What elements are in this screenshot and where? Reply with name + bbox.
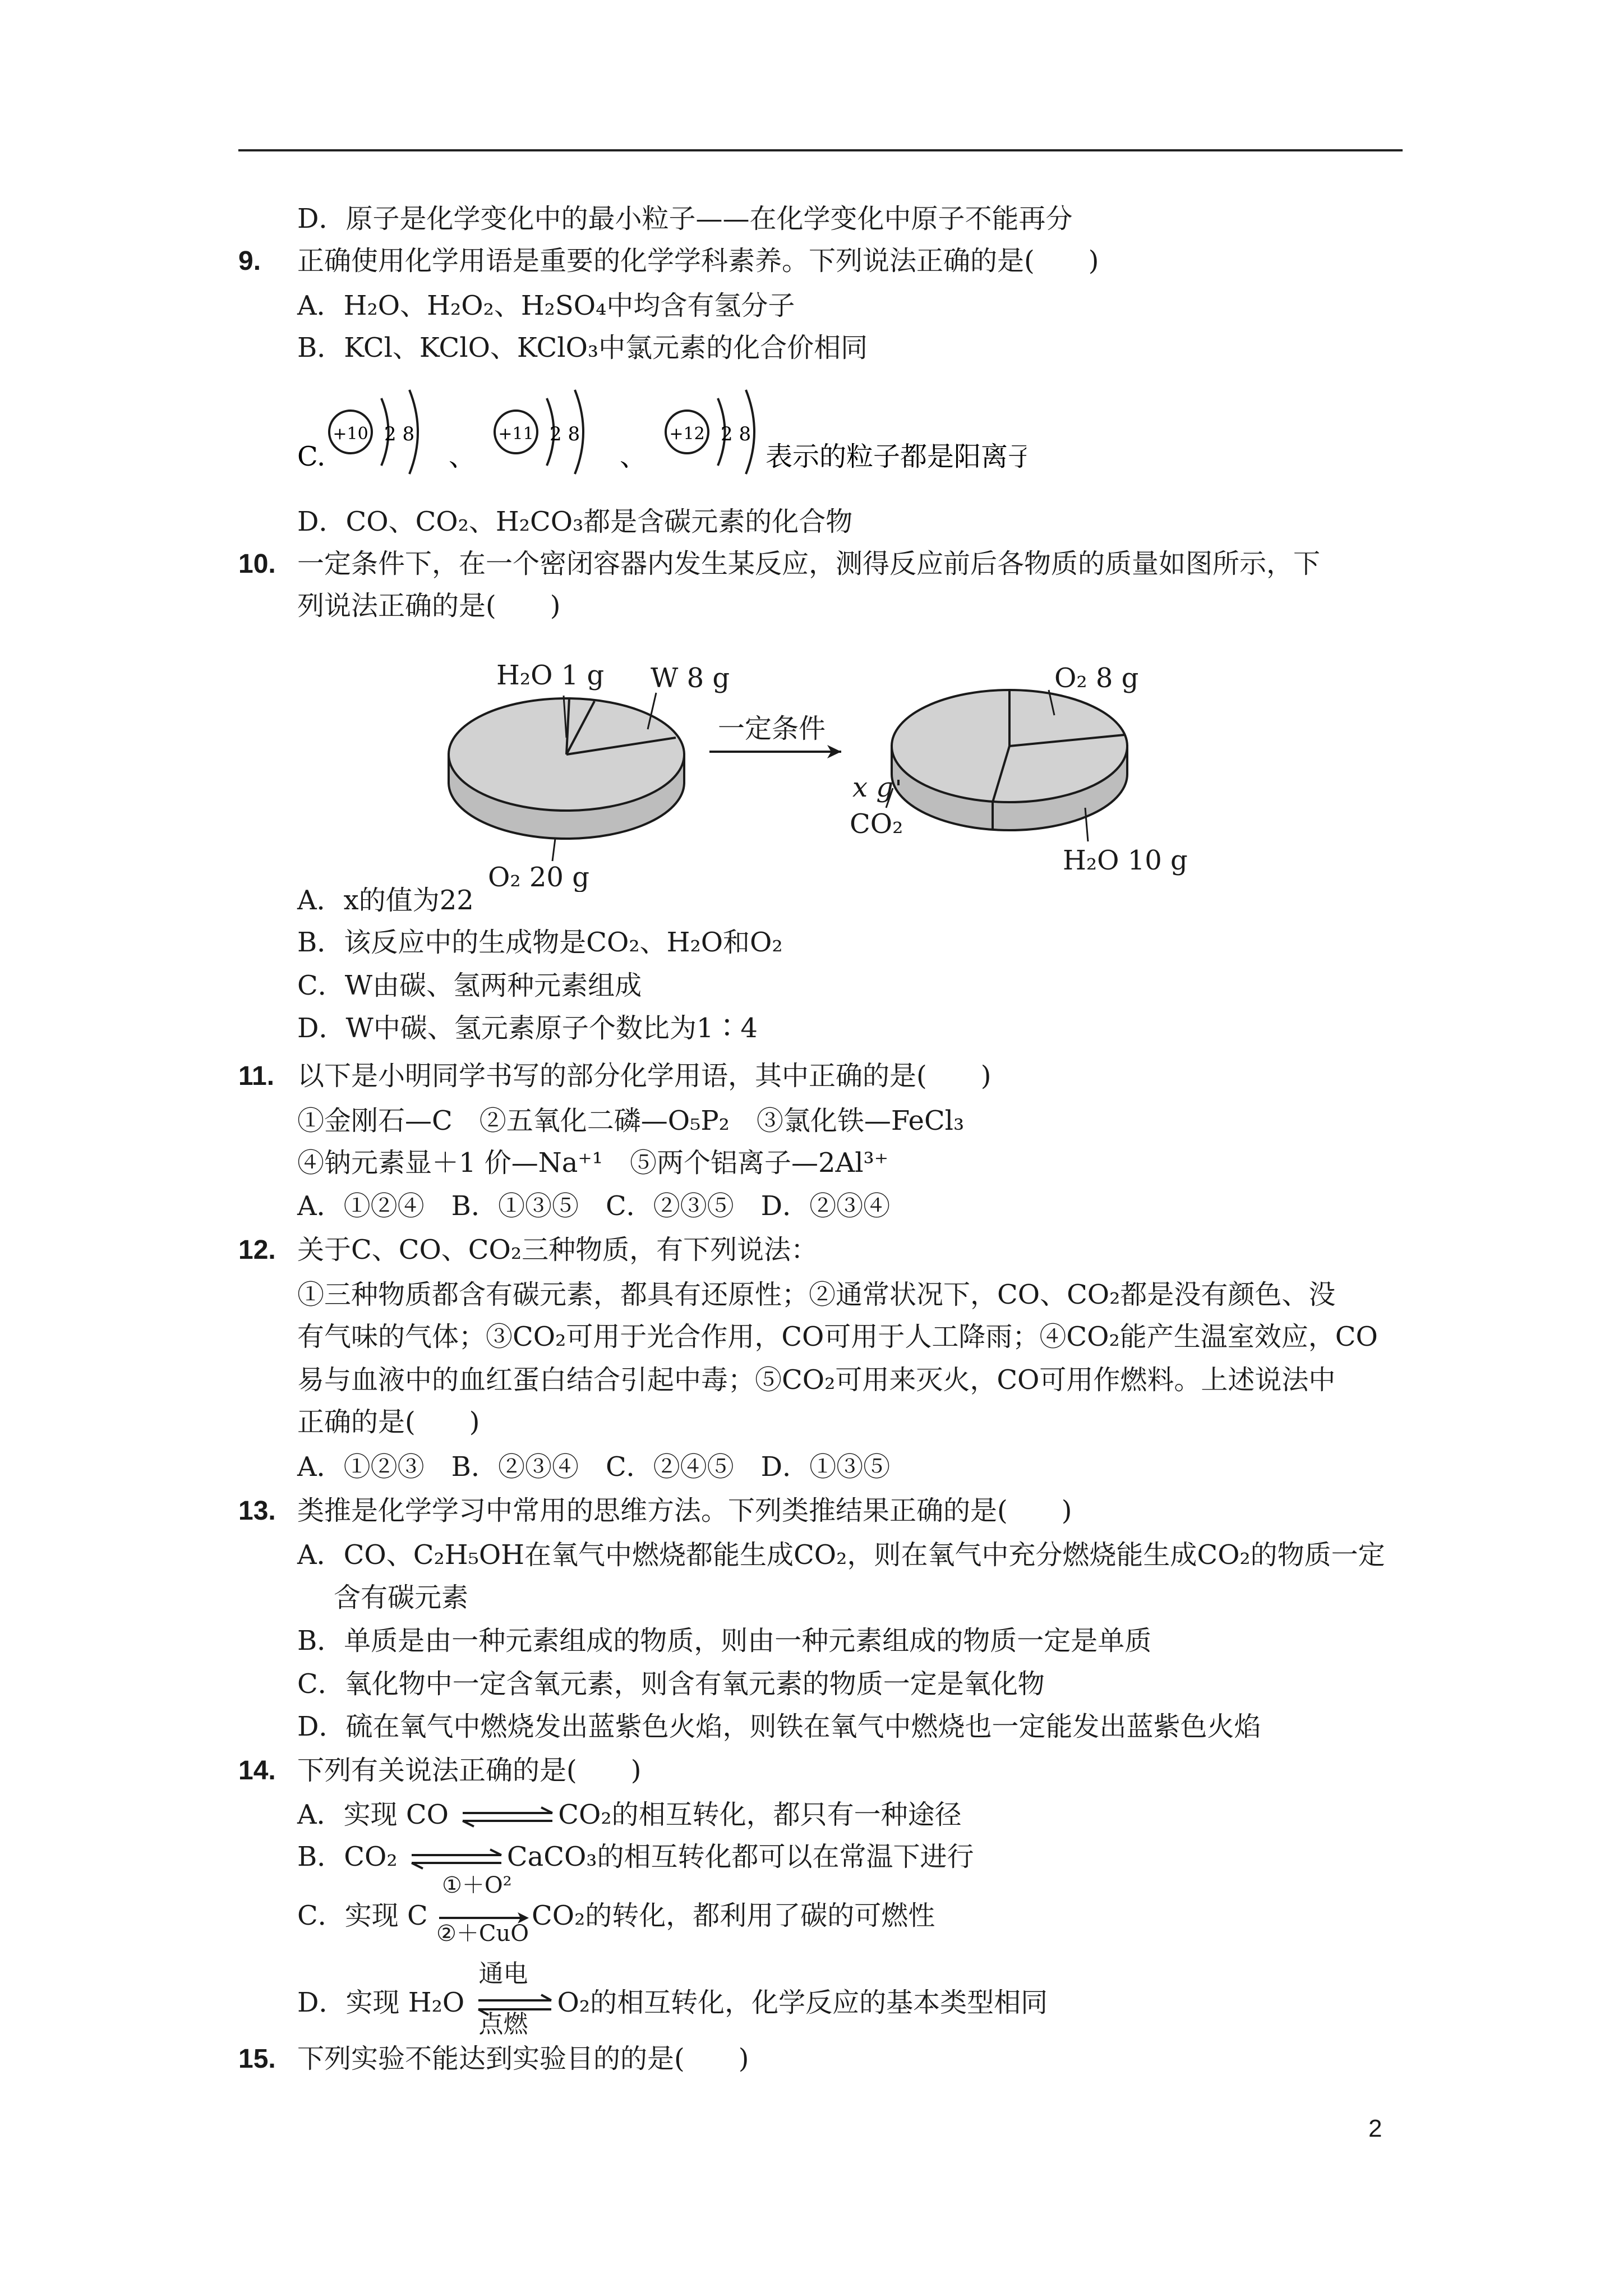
q11-stem-text: 以下是小明同学书写的部分化学用语，其中正确的是( ) [297,1060,992,1092]
q15-stem [238,2042,749,2076]
label-o2-after: O₂ 8 g [1054,662,1139,694]
q14-b-post: CaCO₃的相互转化都可以在常温下进行 [506,1841,974,1872]
q12-body1: ①三种物质都含有碳元素，都具有还原性；②通常状况下，CO、CO₂都是没有颜色、没 [297,1279,1336,1310]
q14-option-c [297,1872,935,1947]
shell-label: 2 8 [384,423,415,445]
q9-option-c [297,365,1026,499]
q14-c-pre: C．实现 C [297,1900,428,1931]
q9-stem-text: 正确使用化学用语是重要的化学学科素养。下列说法正确的是( ) [297,245,1099,277]
q13-option-b: B．单质是由一种元素组成的物质，则由一种元素组成的物质一定是单质 [297,1625,1152,1657]
q13-option-a-line1: A．CO、C₂H₅OH在氧气中燃烧都能生成CO₂，则在氧气中充分燃烧能生成CO₂的物质一定 [297,1539,1385,1571]
q12-body2: 有气味的气体；③CO₂可用于光合作用，CO可用于人工降雨；④CO₂能产生温室效应，CO [297,1321,1378,1352]
q10-stem-line2: 列说法正确的是( ) [297,590,561,622]
atom-diagram-1 [329,390,418,474]
arrow-condition-top: 通电 [478,1959,528,1988]
separator: 、 [449,441,476,472]
q13-option-a-line2: 含有碳元素 [334,1582,469,1613]
atom-structure-diagrams [297,365,1026,499]
q10-option-d: D．W中碳、氢元素原子个数比为1∶4 [297,1013,758,1044]
shell-label: 2 8 [721,423,751,445]
q14-c-post: CO₂的转化，都利用了碳的可燃性 [531,1900,935,1931]
q14-number: 14. [238,1756,276,1786]
q9-option-d: D．CO、CO₂、H₂CO₃都是含碳元素的化合物 [297,506,853,537]
q14-option-a [297,1798,962,1832]
separator: 、 [620,441,647,472]
q14-option-b [297,1840,974,1874]
q9-c-tail: 表示的粒子都是阳离子 [766,441,1026,472]
q10-option-a: A．x的值为22 [297,885,474,916]
q12-body4: 正确的是( ) [297,1406,480,1438]
q11-line1: ①金刚石—C ②五氧化二磷—O₅P₂ ③氯化铁—FeCl₃ [297,1105,965,1137]
q10-stem-text: 一定条件下，在一个密闭容器内发生某反应，测得反应前后各物质的质量如图所示，下 [297,548,1321,579]
q14-d-post: O₂的相互转化，化学反应的基本类型相同 [557,1987,1048,2018]
conditional-reversible-arrow [473,1959,557,2039]
q11-stem [238,1059,991,1093]
label-x-after: x g [852,772,894,803]
q14-option-d [297,1959,1048,2039]
reaction-arrow [709,713,841,758]
q14-a-pre: A．实现 CO [297,1799,449,1830]
nucleus-label: +11 [498,424,534,444]
arrow-label: 一定条件 [718,713,826,744]
label-h2o-before: H₂O 1 g [496,660,605,691]
arrow-condition-bottom: 点燃 [478,2009,528,2039]
q10-option-c: C．W由碳、氢两种元素组成 [297,970,642,1001]
header-rule [238,149,1403,151]
q13-number: 13. [238,1496,276,1526]
q11-line2: ④钠元素显＋1 价—Na⁺¹ ⑤两个铝离子—2Al³⁺ [297,1147,889,1179]
shell-label: 2 8 [550,423,580,445]
reaction-pie-diagram [415,639,1211,892]
q13-option-c: C．氧化物中一定含氧元素，则含有氧元素的物质一定是氧化物 [297,1668,1045,1700]
q14-a-post: CO₂的相互转化，都只有一种途径 [558,1799,962,1830]
reversible-arrow-icon [457,1803,558,1831]
atom-diagram-3 [666,390,754,474]
pie-after [850,662,1188,876]
q8-option-d: D．原子是化学变化中的最小粒子——在化学变化中原子不能再分 [297,203,1073,234]
atom-diagram-2 [495,390,583,474]
q15-number: 15. [238,2044,276,2074]
q10-option-b: B．该反应中的生成物是CO₂、H₂O和O₂ [297,927,783,958]
q14-stem [238,1754,641,1788]
label-co2-after: CO₂ [850,808,903,840]
label-w-before: W 8 g [651,662,730,694]
q10-number: 10. [238,549,276,579]
q12-options: A．①②③ B．②③④ C．②④⑤ D．①③⑤ [297,1451,891,1483]
nucleus-label: +10 [333,424,368,444]
q12-stem-text: 关于C、CO、CO₂三种物质，有下列说法： [297,1234,818,1266]
q13-stem [238,1494,1072,1528]
q12-stem [238,1233,818,1267]
arrow-condition-bottom: ②＋CuO [436,1920,529,1947]
q13-stem-text: 类推是化学学习中常用的思维方法。下列类推结果正确的是( ) [297,1495,1072,1526]
q11-number: 11. [238,1061,275,1091]
q12-body3: 易与血液中的血红蛋白结合引起中毒；⑤CO₂可用来灭火，CO可用作燃料。上述说法中 [297,1364,1336,1396]
conditional-arrow [436,1872,532,1947]
q9-c-label: C. [297,441,326,472]
q9-stem [238,244,1099,278]
q9-number: 9. [238,246,261,276]
label-h2o-after: H₂O 10 g [1063,845,1188,876]
pie-before [449,660,730,892]
arrow-condition-top: ①＋O² [441,1872,512,1898]
q12-number: 12. [238,1235,276,1265]
q15-stem-text: 下列实验不能达到实验目的的是( ) [297,2043,749,2074]
reversible-arrow-icon [406,1845,507,1873]
q14-d-pre: D．实现 H₂O [297,1987,465,2018]
nucleus-label: +12 [669,424,705,444]
q13-option-d: D．硫在氧气中燃烧发出蓝紫色火焰，则铁在氧气中燃烧也一定能发出蓝紫色火焰 [297,1711,1261,1742]
page-number: 2 [1368,2115,1382,2142]
q9-option-a: A．H₂O、H₂O₂、H₂SO₄中均含有氢分子 [297,290,795,321]
q11-options: A．①②④ B．①③⑤ C．②③⑤ D．②③④ [297,1190,891,1222]
q9-option-b: B．KCl、KClO、KClO₃中氯元素的化合价相同 [297,332,868,364]
q14-stem-text: 下列有关说法正确的是( ) [297,1755,642,1786]
label-o2-before: O₂ 20 g [488,862,589,892]
q10-stem-line1 [238,547,1320,581]
q14-b-pre: B．CO₂ [297,1841,398,1872]
